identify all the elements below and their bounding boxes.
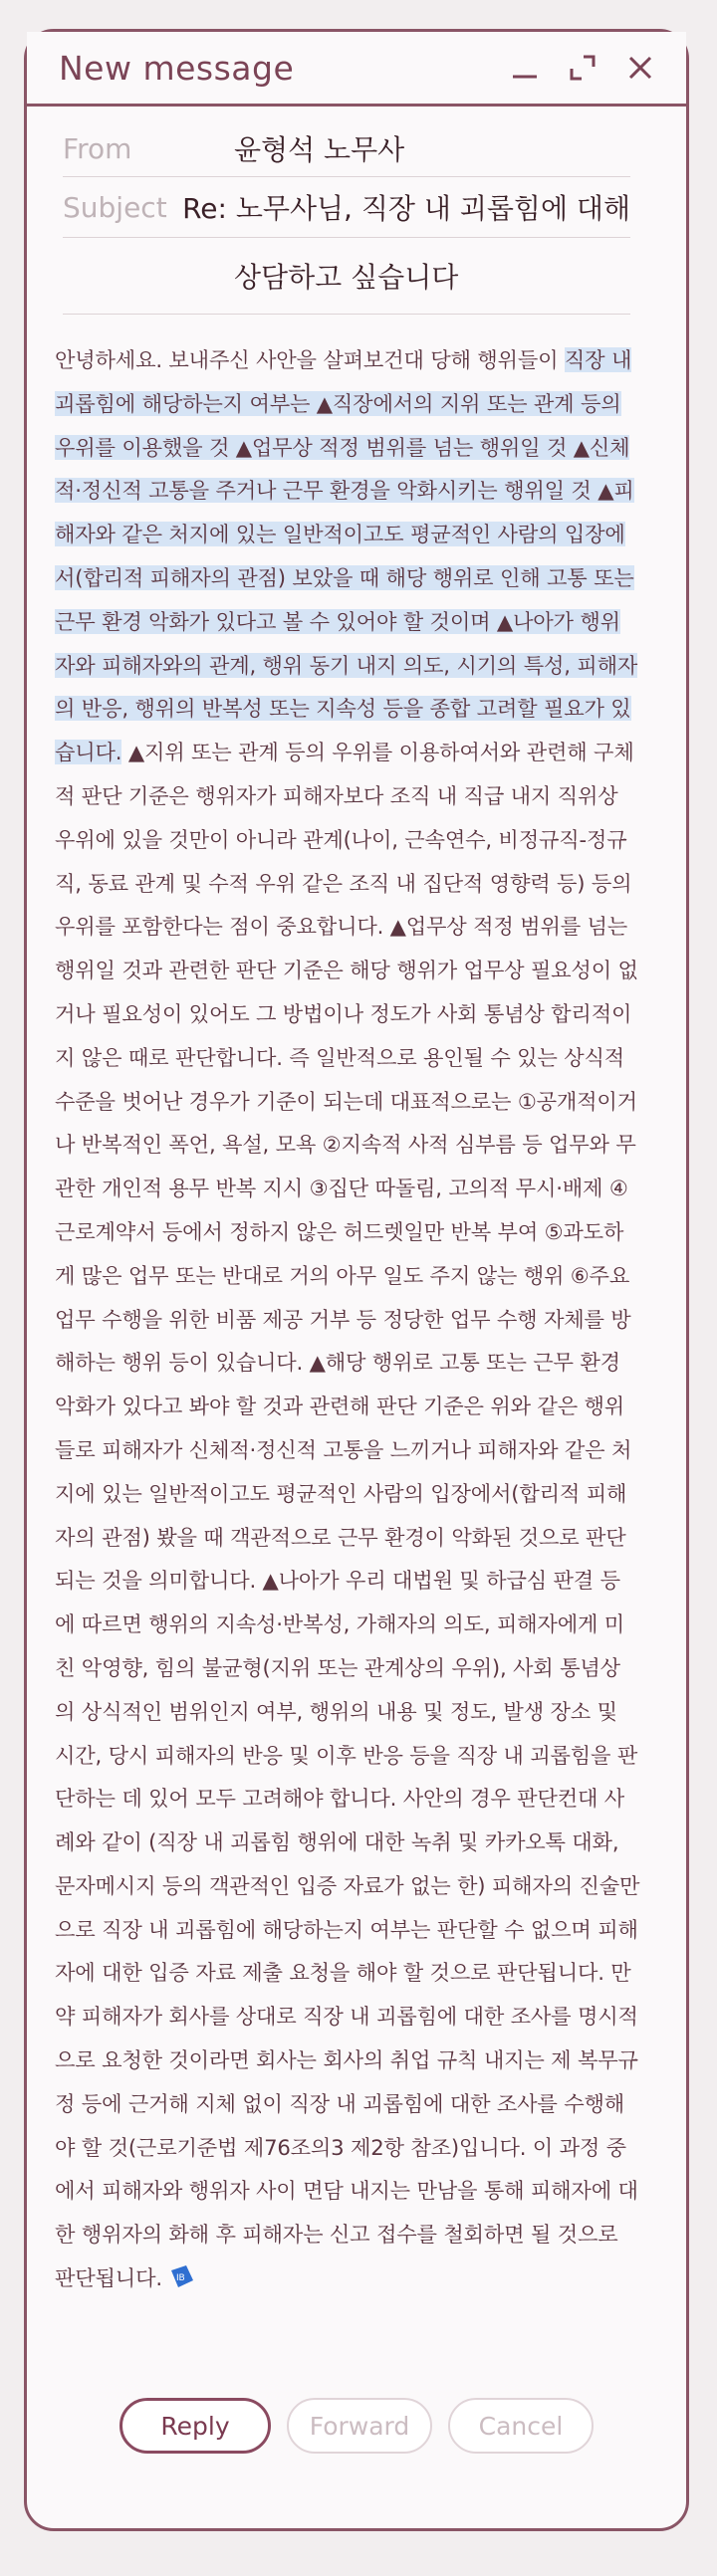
minimize-icon[interactable] xyxy=(509,52,541,84)
subject-continuation[interactable]: 상담하고 싶습니다 xyxy=(234,261,459,294)
subject-label: Subject xyxy=(63,190,167,224)
cancel-button[interactable]: Cancel xyxy=(448,2398,594,2454)
message-body[interactable] xyxy=(27,315,686,2300)
message-rest: ▲지위 또는 관계 등의 우위를 이용하여서와 관련해 구체적 판단 기준은 행위자가 피해자보다 조직 내 직급 내지 직위상 우위에 있을 것만이 아니라 관계(나이, 근속연수, 비정규직-정규직, 동료 관계 및 수적 우위 같은 조직 내 집단적 영향력 등) 등의 우위를 포함한다는 점이 중요합니다. ▲업무상 적정 범위를 넘는 행위일 것과 관련한 판단 기준은 해당 행위가 업무상 필요성이 없거나 필요성이 있어도 그 방법이나 정도가 사회 통념상 합리적이지 않은 때로 판단합니다. 즉 일반적으로 용인될 수 있는 상식적 수준을 벗어난 경우가 기준이 되는데 대표적으로는 ①공개적이거나 반복적인 폭언, 욕설, 모욕 ②지속적 사적 심부름 등 업무와 무관한 개인적 용무 반복 지시 ③집단 따돌림, 고의적 무시·배제 ④근로계약서 등에서 정하지 않은 허드렛일만 반복 부여 ⑤과도하게 많은 업무 또는 반대로 거의 아무 일도 주지 않는 행위 ⑥주요 업무 수행을 위한 비품 제공 거부 등 정당한 업무 수행 자체를 방해하는 행위 등이 있습니다. ▲해당 행위로 고통 또는 근무 환경 악화가 있다고 봐야 할 것과 관련해 판단 기준은 위와 같은 행위들로 피해자가 신체적·정신적 고통을 느끼거나 피해자와 같은 처지에 있는 일반적이고도 평균적인 사람의 입장에서(합리적 피해자의 관점) 봤을 때 객관적으로 근무 환경이 악화된 것으로 판단되는 것을 의미합니다. ▲나아가 우리 대법원 및 하급심 판결 등에 따르면 행위의 지속성·반복성, 가해자의 의도, 피해자에게 미친 악영향, 힘의 불균형(지위 또는 관계상의 우위), 사회 통념상의 상식적인 범위인지 여부, 행위의 내용 및 정도, 발생 장소 및 시간, 당시 피해자의 반응 및 이후 반응 등을 직장 내 괴롭힘을 판단하는 데 있어 모두 고려해야 합니다. 사안의 경우 판단컨대 사례와 같이 (직장 내 괴롭힘 행위에 대한 녹취 및 카카오톡 대화, 문자메시지 등의 객관적인 입증 자료가 없는 한) 피해자의 진술만으로 직장 내 괴롭힘에 해당하는지 여부는 판단할 수 없으며 피해자에 대한 입증 자료 제출 요청을 해야 할 것으로 판단됩니다. 만약 피해자가 회사를 상대로 직장 내 괴롭힘에 대한 조사를 명시적으로 요청한 것이라면 회사는 회사의 취업 규칙 내지는 제 복무규정 등에 근거해 지체 없이 직장 내 괴롭힘에 대한 조사를 수행해야 할 것(근로기준법 제76조의3 제2항 참조)입니다. 이 과정 중에서 피해자와 행위자 사이 면담 내지는 만남을 통해 피해자에 대한 행위자의 화해 후 피해자는 신고 접수를 철회하면 될 것으로 판단됩니다. xyxy=(55,740,640,2291)
reply-button[interactable]: Reply xyxy=(120,2398,271,2454)
header-fields xyxy=(27,120,686,315)
subject-continuation-row xyxy=(63,238,630,315)
subject-row xyxy=(63,177,630,238)
forward-button[interactable]: Forward xyxy=(287,2398,432,2454)
expand-icon[interactable] xyxy=(567,52,598,84)
compose-window xyxy=(24,29,689,2531)
from-field[interactable]: 윤형석 노무사 xyxy=(234,133,405,166)
title-bar xyxy=(27,32,686,107)
translate-badge-icon[interactable] xyxy=(168,2261,196,2289)
svg-text:IB: IB xyxy=(175,2273,185,2284)
from-label: From xyxy=(63,131,132,165)
close-icon[interactable] xyxy=(624,52,656,84)
highlighted-text: 직장 내 괴롭힘에 해당하는지 여부는 ▲직장에서의 지위 또는 관계 등의 우위를 이용했을 것 ▲업무상 적정 범위를 넘는 행위일 것 ▲신체적·정신적 고통을 주거나 근무 환경을 악화시키는 행위일 것 ▲피해자와 같은 처지에 있는 일반적이고도 평균적인 사람의 입장에서(합리적 피해자의 관점) 보았을 때 해당 행위로 인해 고통 또는 근무 환경 악화가 있다고 볼 수 있어야 할 것이며 ▲나아가 행위자와 피해자와의 관계, 행위 동기 내지 의도, 시기의 특성, 피해자의 반응, 행위의 반복성 또는 지속성 등을 종합 고려할 필요가 있습니다. xyxy=(55,347,638,765)
subject-field[interactable]: Re: 노무사님, 직장 내 괴롭힘에 대해 xyxy=(182,192,630,225)
from-row xyxy=(63,120,630,177)
window-controls xyxy=(509,52,656,84)
message-intro: 안녕하세요. 보내주신 사안을 살펴보건대 당해 행위들이 xyxy=(55,347,565,372)
window-title: New message xyxy=(59,48,295,88)
action-buttons xyxy=(27,2398,686,2454)
